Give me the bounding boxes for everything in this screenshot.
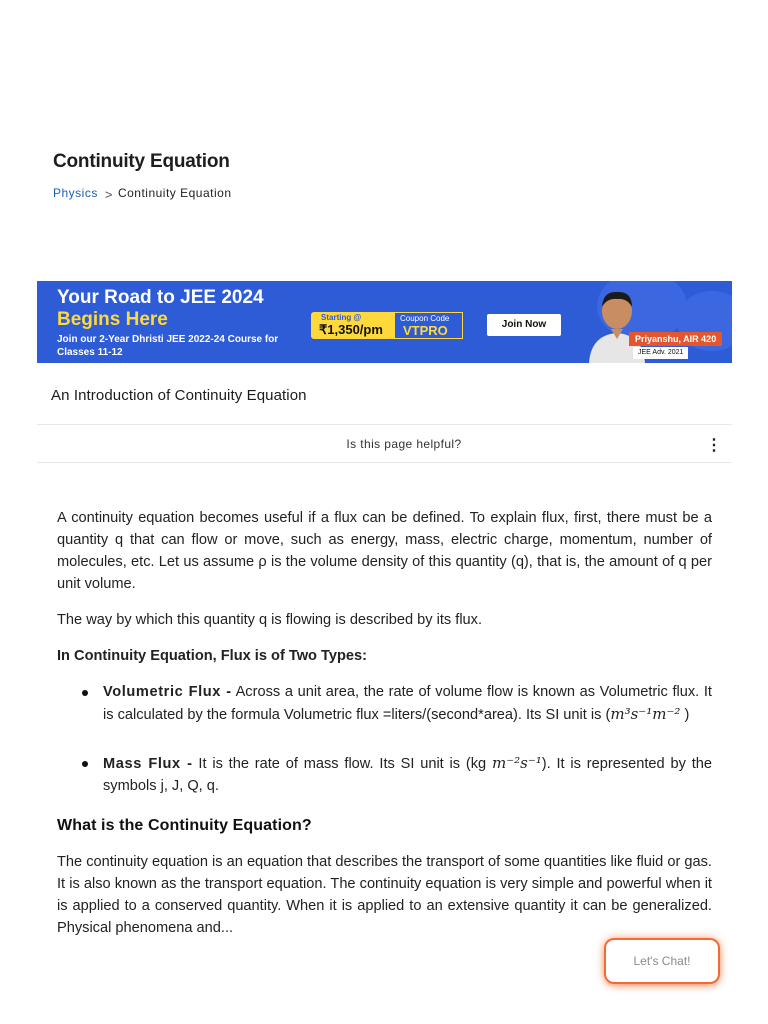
banner-headline-highlight: Begins Here: [57, 309, 168, 330]
mass-description-end: ). It is represented by the symbols j, J, Q, q.: [103, 756, 712, 794]
term-volumetric-flux: Volumetric Flux -: [103, 684, 232, 700]
page-title: Continuity Equation: [53, 151, 230, 172]
banner-subtext: Join our 2-Year Dhristi JEE 2022-24 Course for Classes 11-12: [57, 334, 279, 358]
coupon-code: VTPRO: [403, 323, 448, 338]
mass-description: It is the rate of mass flow. Its SI unit is (kg: [192, 756, 492, 772]
volumetric-description: Across a unit area, the rate of volume flow is known as Volumetric flux. It is calculated by the formula Volumetric flux =liters/(second*area). Its SI unit is (: [103, 684, 712, 723]
chevron-right-icon: >: [104, 187, 113, 202]
divider: [37, 424, 732, 425]
paragraph: The way by which this quantity q is flowing is described by its flux.: [57, 612, 483, 628]
bullet-icon: [82, 761, 88, 767]
list-item: [57, 752, 712, 797]
si-unit-volumetric: m³s⁻¹m⁻²: [610, 705, 681, 723]
instructor-subtitle: JEE Adv. 2021: [633, 347, 688, 359]
price-label: Starting @: [321, 313, 362, 322]
join-now-button[interactable]: Join Now: [487, 314, 561, 336]
banner-headline: Your Road to JEE 2024: [57, 287, 264, 308]
lets-chat-button[interactable]: Let's Chat!: [606, 940, 718, 982]
breadcrumb: [53, 185, 232, 200]
more-vertical-icon[interactable]: ⋮: [706, 437, 722, 454]
coupon-label: Coupon Code: [400, 314, 450, 323]
si-unit-mass: m⁻²s⁻¹: [491, 754, 542, 772]
price-value: ₹1,350/pm: [319, 322, 383, 337]
term-mass-flux: Mass Flux -: [103, 756, 193, 772]
flux-types-heading: In Continuity Equation, Flux is of Two Types:: [57, 648, 367, 664]
paragraph: The continuity equation is an equation that describes the transport of some quantities like fluid or gas. It is also known as the transport equation. The continuity equation is very simple and powerful when it is applied to a conserved quantity. When it is applied to an extensive quantity it can be generalized. Physical phenomena and...: [57, 854, 712, 936]
breadcrumb-current: Continuity Equation: [117, 185, 232, 200]
section-heading-what-is: What is the Continuity Equation?: [57, 817, 312, 834]
coupon-box: [395, 312, 463, 339]
flux-type-list: [57, 681, 712, 797]
instructor-badge: Priyanshu, AIR 420: [629, 332, 722, 346]
price-box: [311, 312, 395, 339]
helpful-prompt[interactable]: Is this page helpful?: [346, 437, 462, 451]
paragraph: A continuity equation becomes useful if a flux can be defined. To explain flux, first, there must be a quantity q that can flow or move, such as energy, mass, electric charge, momentum, number of molecules, etc. Let us assume ρ is the volume density of this quantity (q), that is, the amount of q per unit volume.: [57, 510, 712, 592]
list-item: [57, 681, 712, 726]
bullet-icon: [82, 690, 88, 696]
promo-banner[interactable]: [37, 281, 732, 363]
intro-heading: An Introduction of Continuity Equation: [51, 387, 307, 404]
article-body: [57, 507, 712, 953]
divider: [37, 462, 732, 463]
breadcrumb-link-physics[interactable]: Physics: [53, 185, 98, 200]
closing-paren: ): [680, 707, 690, 723]
